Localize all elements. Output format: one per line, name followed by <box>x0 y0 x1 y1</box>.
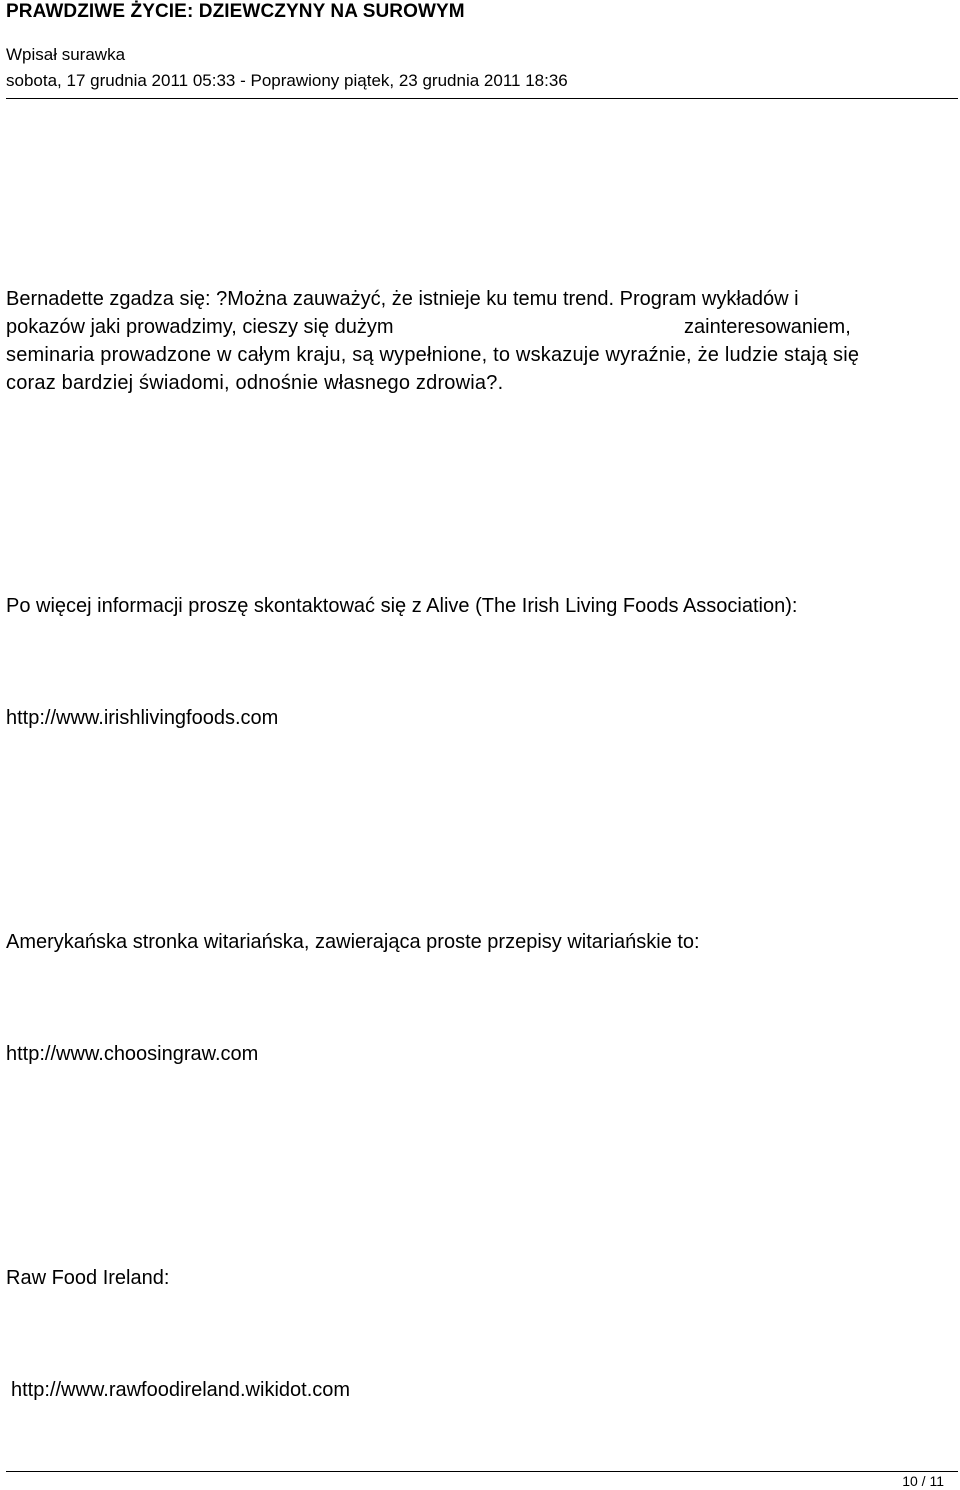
date-line: sobota, 17 grudnia 2011 05:33 - Poprawiony piątek, 23 grudnia 2011 18:36 <box>6 71 568 90</box>
american-site-paragraph: Amerykańska stronka witariańska, zawierająca proste przepisy witariańskie to: <box>6 931 700 953</box>
quote-line-4: coraz bardziej świadomi, odnośnie własnego zdrowia?. <box>6 372 504 394</box>
quote-line-2-right: zainteresowaniem, <box>684 316 851 338</box>
quote-line-2: pokazów jaki prowadzimy, cieszy się dużym <box>6 316 394 338</box>
info-paragraph: Po więcej informacji proszę skontaktować się z Alive (The Irish Living Foods Association): <box>6 595 798 617</box>
page-number: 10 / 11 <box>902 1473 944 1489</box>
quote-line-3: seminaria prowadzone w całym kraju, są wypełnione, to wskazuje wyraźnie, że ludzie stają się <box>6 344 860 366</box>
page-title: PRAWDZIWE ŻYCIE: DZIEWCZYNY NA SUROWYM <box>6 1 465 22</box>
link-irishlivingfoods[interactable]: http://www.irishlivingfoods.com <box>6 707 279 729</box>
footer-divider <box>6 1471 958 1472</box>
raw-food-ireland-label: Raw Food Ireland: <box>6 1267 170 1289</box>
link-choosingraw[interactable]: http://www.choosingraw.com <box>6 1043 259 1065</box>
quote-line-1: Bernadette zgadza się: ?Można zauważyć, że istnieje ku temu trend. Program wykładów i <box>6 288 799 310</box>
header-divider <box>6 98 958 99</box>
link-rawfoodireland[interactable]: http://www.rawfoodireland.wikidot.com <box>11 1379 351 1401</box>
author-line: Wpisał surawka <box>6 45 126 64</box>
